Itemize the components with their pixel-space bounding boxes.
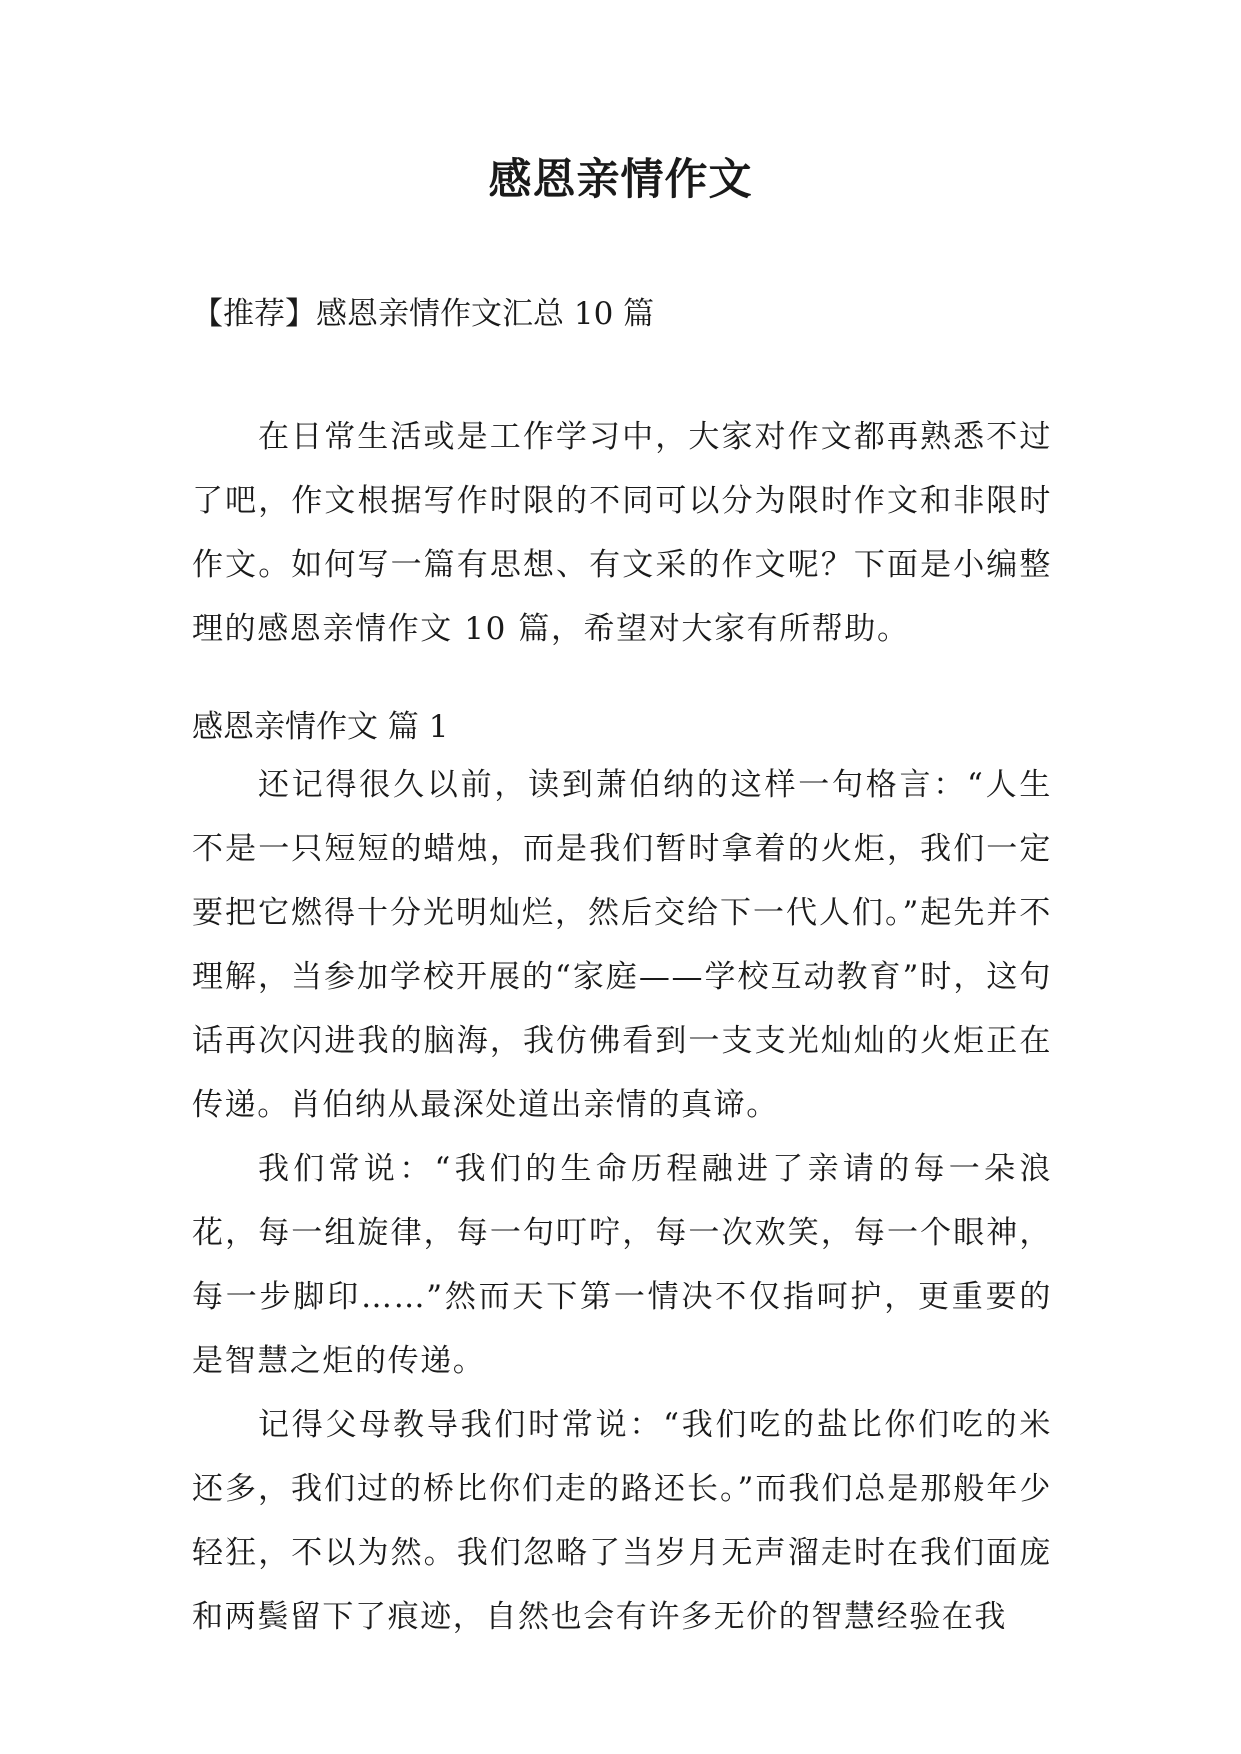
- essay-heading: 感恩亲情作文 篇 1: [192, 709, 449, 745]
- document-title: 感恩亲情作文: [488, 155, 753, 205]
- essay-paragraph: 还记得很久以前，读到萧伯纳的这样一句格言：“人生不是一只短短的蜡烛，而是我们暂时拿着的火炬，我们一定要把它燃得十分光明灿烂，然后交给下一代人们。”起先并不理解，当参加学校开展的“家庭——学校互动教育”时，这句话再次闪进我的脑海，我仿佛看到一支支光灿灿的火炬正在传递。肖伯纳从最深处道出亲情的真谛。: [192, 767, 1052, 1123]
- document-subtitle: 【推荐】感恩亲情作文汇总 10 篇: [192, 296, 655, 332]
- intro-paragraph: 在日常生活或是工作学习中，大家对作文都再熟悉不过了吧，作文根据写作时限的不同可以分为限时作文和非限时作文。如何写一篇有思想、有文采的作文呢？下面是小编整理的感恩亲情作文 10 篇，希望对大家有所帮助。: [192, 419, 1052, 647]
- essay-paragraph: 记得父母教导我们时常说：“我们吃的盐比你们吃的米还多，我们过的桥比你们走的路还长。”而我们总是那般年少轻狂，不以为然。我们忽略了当岁月无声溜走时在我们面庞和两鬓留下了痕迹，自然也会有许多无价的智慧经验在我: [192, 1407, 1052, 1635]
- essay-paragraph: 我们常说：“我们的生命历程融进了亲请的每一朵浪花，每一组旋律，每一句叮咛，每一次欢笑，每一个眼神，每一步脚印……”然而天下第一情决不仅指呵护，更重要的是智慧之炬的传递。: [192, 1151, 1052, 1379]
- essay-body: [192, 753, 1052, 1649]
